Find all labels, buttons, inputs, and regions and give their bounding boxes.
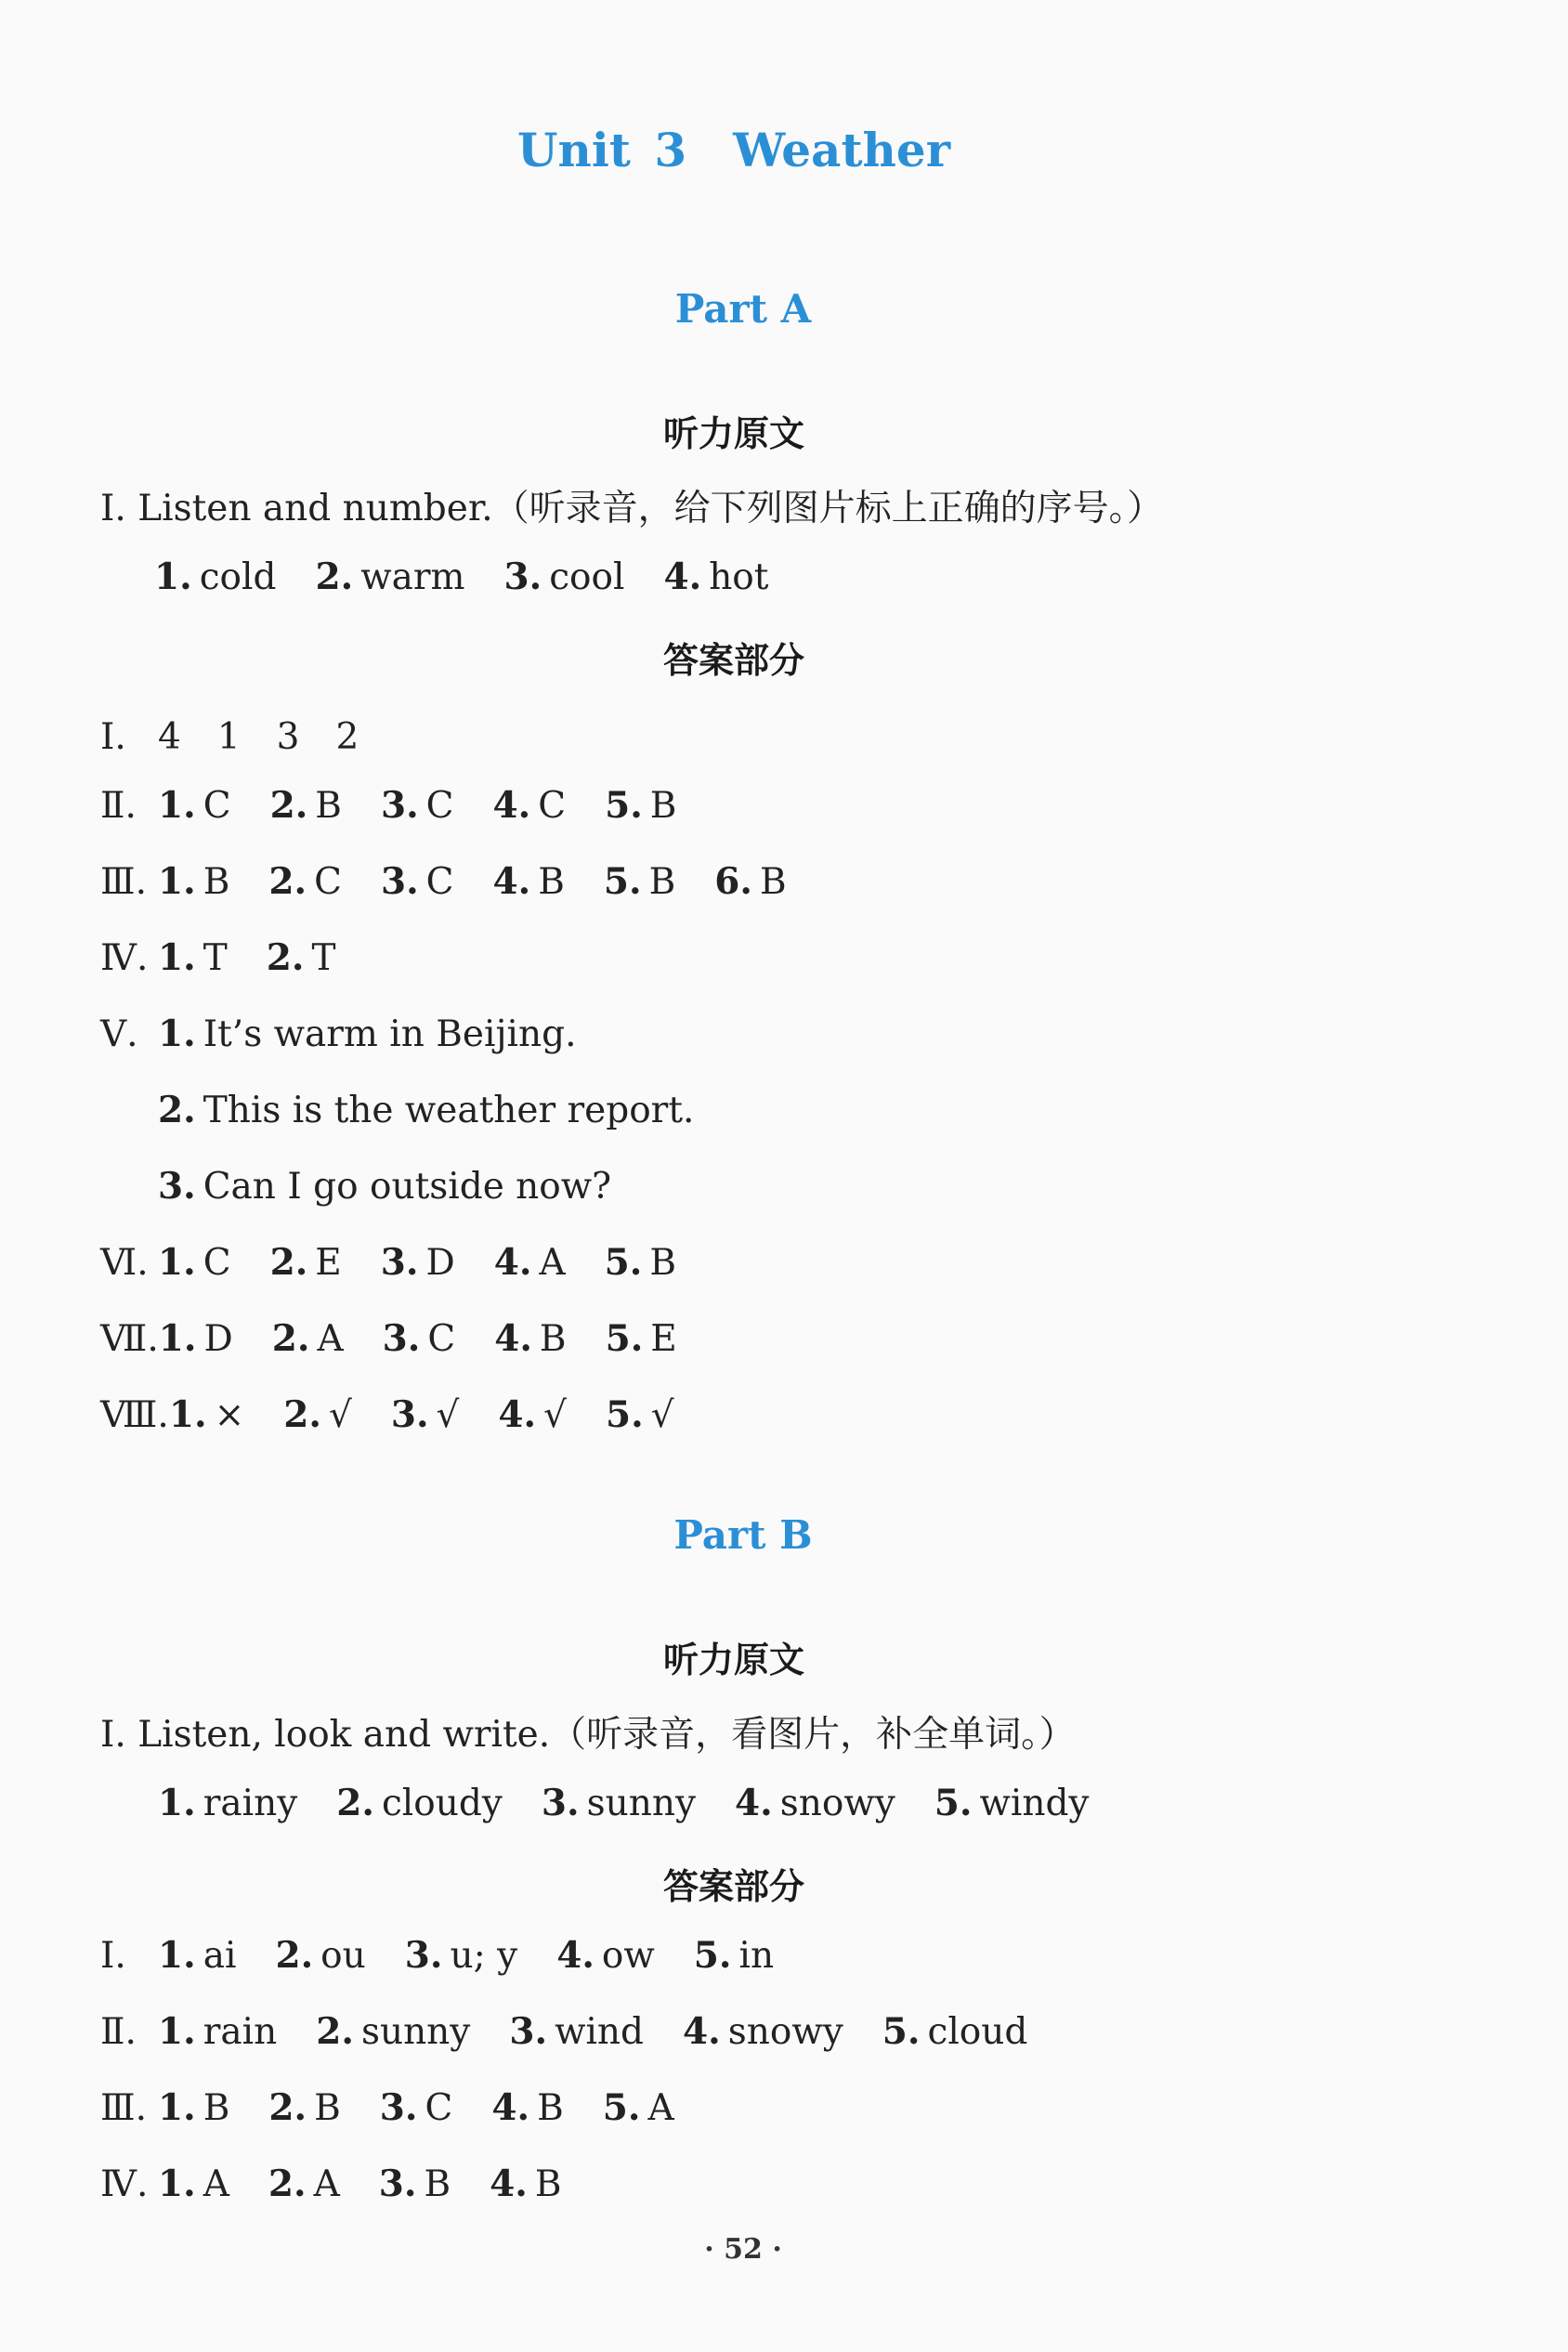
answer-item xyxy=(159,1318,233,1360)
answer-item xyxy=(604,861,675,903)
part-a-answer-IV xyxy=(100,936,374,979)
item-number: 2. xyxy=(268,860,307,903)
answer-item xyxy=(663,556,768,598)
item-number: 3. xyxy=(379,2086,418,2129)
item-number: 3. xyxy=(380,860,419,903)
answer-item xyxy=(270,1242,342,1284)
answer-text: 4 1 3 2 xyxy=(158,716,359,758)
item-number: 3. xyxy=(390,1393,429,1436)
item-number: 1. xyxy=(158,784,196,827)
answer-item xyxy=(934,1783,1090,1824)
answer-text: u; y xyxy=(450,1935,518,1977)
answer-item xyxy=(381,1242,455,1284)
item-number: 4. xyxy=(735,1782,773,1824)
answer-text: √ xyxy=(436,1394,460,1436)
answer-item xyxy=(275,1935,365,1977)
roman-numeral: Ⅳ. xyxy=(100,937,149,979)
answer-text: B xyxy=(538,861,565,903)
item-number: 2. xyxy=(269,1241,308,1284)
answer-text: A xyxy=(539,1242,566,1284)
answer-text: A xyxy=(317,1318,344,1360)
item-number: 4. xyxy=(663,555,702,598)
answer-text: √ xyxy=(328,1394,352,1436)
answer-item xyxy=(268,861,342,903)
answer-text: C xyxy=(425,2087,453,2129)
answer-item xyxy=(268,2163,340,2205)
answer-text: C xyxy=(203,1242,231,1284)
item-number: 1. xyxy=(154,555,192,598)
answer-text: C xyxy=(427,1318,456,1360)
answer-item xyxy=(336,1783,503,1824)
item-number: 3. xyxy=(380,784,419,827)
item-number: 3. xyxy=(382,1317,421,1360)
answer-item xyxy=(491,2087,563,2129)
item-number: 5. xyxy=(602,2086,641,2129)
item-number: 5. xyxy=(604,1241,643,1284)
answer-text: √ xyxy=(543,1394,567,1436)
answer-text: C xyxy=(425,861,454,903)
answer-item xyxy=(158,1935,236,1977)
answer-item xyxy=(158,1783,297,1824)
answer-text: B xyxy=(539,1318,567,1360)
answer-text: Can I go outside now? xyxy=(203,1166,612,1208)
part-a-listening-heading: 听力原文 xyxy=(662,413,804,454)
item-number: 2. xyxy=(315,555,354,598)
answer-item xyxy=(493,861,565,903)
answer-item xyxy=(158,785,231,827)
part-b-listening-items xyxy=(158,1782,1128,1824)
answer-text: √ xyxy=(650,1394,674,1436)
item-number: 3. xyxy=(404,1934,443,1977)
part-a-answer-heading: 答案部分 xyxy=(662,640,804,681)
answer-text: B xyxy=(649,785,677,827)
answer-item xyxy=(158,2087,229,2129)
answer-item xyxy=(494,1242,566,1284)
answer-item xyxy=(267,937,336,979)
roman-numeral: Ⅴ. xyxy=(100,1013,138,1055)
answer-item xyxy=(509,2011,644,2053)
answer-item xyxy=(683,2011,843,2053)
answer-item xyxy=(315,556,464,598)
answer-text: B xyxy=(203,2087,230,2129)
answer-item xyxy=(158,937,228,979)
answer-text: ai xyxy=(203,1935,237,1977)
part-b-title: Part B xyxy=(673,1512,813,1558)
answer-text: rainy xyxy=(203,1783,298,1824)
item-number: 5. xyxy=(605,784,643,827)
answer-item xyxy=(882,2011,1028,2053)
answer-item xyxy=(381,861,454,903)
roman-numeral: Ⅰ. xyxy=(100,1935,126,1977)
item-number: 5. xyxy=(605,1393,644,1436)
answer-item xyxy=(169,1394,244,1436)
part-a-answer-I xyxy=(100,708,359,760)
answer-item xyxy=(606,1394,674,1436)
item-number: 5. xyxy=(693,1934,732,1977)
part-b-answer-II xyxy=(100,2010,1066,2053)
roman-numeral: Ⅱ. xyxy=(100,2011,137,2053)
answer-item xyxy=(391,1394,460,1436)
item-number: 4. xyxy=(490,2163,528,2205)
item-number: 2. xyxy=(275,1934,314,1977)
answer-text: C xyxy=(538,785,567,827)
item-number: 1. xyxy=(158,2163,196,2205)
part-a-listening-instruction: Ⅰ. Listen and number.（听录音，给下列图片标上正确的序号。） xyxy=(100,488,1164,529)
part-a-listening-items xyxy=(154,555,807,598)
answer-text: sunny xyxy=(586,1783,697,1824)
answer-text: cloudy xyxy=(381,1783,503,1824)
item-number: 1. xyxy=(158,1317,197,1360)
item-number: 5. xyxy=(603,860,642,903)
answer-text: T xyxy=(203,937,228,979)
item-number: 4. xyxy=(492,860,531,903)
item-number: 2. xyxy=(283,1393,321,1436)
item-number: 1. xyxy=(158,936,196,979)
item-number: 3. xyxy=(158,1165,196,1208)
answer-text: B xyxy=(424,2163,451,2205)
answer-text: wind xyxy=(555,2011,645,2053)
answer-item xyxy=(316,2011,470,2053)
answer-item xyxy=(270,785,342,827)
answer-text: cloud xyxy=(927,2011,1028,2053)
answer-text: sunny xyxy=(360,2011,471,2053)
item-number: 5. xyxy=(882,2010,921,2053)
item-number: 1. xyxy=(158,1782,196,1824)
answer-text: cool xyxy=(549,556,625,598)
answer-item xyxy=(605,1242,676,1284)
part-a-answer-VIII xyxy=(100,1393,713,1436)
answer-text: in xyxy=(738,1935,775,1977)
item-number: 5. xyxy=(605,1317,644,1360)
roman-numeral: Ⅲ. xyxy=(100,861,148,903)
answer-item xyxy=(556,1935,655,1977)
item-number: 2. xyxy=(266,936,305,979)
item-number: 1. xyxy=(158,1934,196,1977)
answer-text: × xyxy=(214,1394,245,1436)
item-number: 4. xyxy=(556,1934,595,1977)
part-a-answer-V-3 xyxy=(158,1165,611,1208)
answer-text: B xyxy=(534,2163,562,2205)
answer-text: windy xyxy=(979,1783,1090,1824)
answer-item xyxy=(383,1318,456,1360)
answer-text: snowy xyxy=(779,1783,895,1824)
part-a-answer-II xyxy=(100,784,715,827)
item-number: 2. xyxy=(336,1782,374,1824)
unit-title: Unit 3 Weather xyxy=(516,123,951,177)
part-b-listening-heading: 听力原文 xyxy=(662,1640,804,1680)
answer-item xyxy=(379,2163,451,2205)
answer-text: B xyxy=(314,2087,341,2129)
answer-text: snowy xyxy=(727,2011,843,2053)
item-number: 1. xyxy=(158,2010,196,2053)
answer-text: ow xyxy=(601,1935,655,1977)
answer-text: D xyxy=(425,1242,455,1284)
item-number: 2. xyxy=(268,2086,307,2129)
item-number: 1. xyxy=(168,1393,207,1436)
answer-item xyxy=(283,1394,352,1436)
part-a-title: Part A xyxy=(674,286,812,332)
item-number: 3. xyxy=(378,2163,417,2205)
answer-item xyxy=(606,1318,677,1360)
part-a-answer-VI xyxy=(100,1241,715,1284)
answer-text: A xyxy=(647,2087,674,2129)
answer-text: A xyxy=(203,2163,229,2205)
answer-text: B xyxy=(203,861,230,903)
part-a-answer-VII xyxy=(100,1317,716,1360)
answer-item xyxy=(605,785,676,827)
item-number: 4. xyxy=(491,2086,530,2129)
answer-text: warm xyxy=(360,556,465,598)
answer-text: D xyxy=(203,1318,233,1360)
item-number: 3. xyxy=(503,555,542,598)
answer-text: C xyxy=(203,785,231,827)
answer-text: cold xyxy=(199,556,277,598)
answer-text: C xyxy=(314,861,342,903)
answer-text: This is the weather report. xyxy=(203,1090,695,1131)
answer-item xyxy=(735,1783,895,1824)
answer-text: E xyxy=(650,1318,677,1360)
answer-text: C xyxy=(425,785,454,827)
answer-item xyxy=(405,1935,517,1977)
part-b-answer-I xyxy=(100,1934,813,1977)
item-number: 2. xyxy=(316,2010,354,2053)
answer-item xyxy=(158,1242,231,1284)
roman-numeral: Ⅶ. xyxy=(100,1318,159,1360)
answer-text: rain xyxy=(203,2011,278,2053)
answer-item xyxy=(158,2011,277,2053)
part-a-answer-V-2 xyxy=(158,1089,694,1131)
item-number: 4. xyxy=(683,2010,721,2053)
item-number: 1. xyxy=(158,1241,196,1284)
item-number: 2. xyxy=(268,2163,307,2205)
answer-text: B xyxy=(760,861,787,903)
answer-text: It’s warm in Beijing. xyxy=(203,1013,577,1055)
item-number: 4. xyxy=(494,1317,532,1360)
part-a-answer-V-1 xyxy=(100,1013,577,1055)
item-number: 3. xyxy=(380,1241,419,1284)
roman-numeral: Ⅷ. xyxy=(100,1394,169,1436)
answer-item xyxy=(503,556,624,598)
item-number: 5. xyxy=(934,1782,973,1824)
item-number: 3. xyxy=(541,1782,580,1824)
answer-item xyxy=(714,861,786,903)
item-number: 2. xyxy=(269,784,308,827)
item-number: 4. xyxy=(492,784,531,827)
item-number: 2. xyxy=(271,1317,310,1360)
answer-item xyxy=(490,2163,561,2205)
item-number: 2. xyxy=(158,1089,196,1131)
answer-text: B xyxy=(537,2087,564,2129)
answer-text: ou xyxy=(320,1935,366,1977)
answer-item xyxy=(158,2163,229,2205)
item-number: 1. xyxy=(158,1013,196,1055)
item-number: 1. xyxy=(158,860,196,903)
part-b-answer-heading: 答案部分 xyxy=(662,1866,804,1907)
answer-text: A xyxy=(313,2163,340,2205)
item-number: 6. xyxy=(714,860,753,903)
roman-numeral: Ⅳ. xyxy=(100,2163,149,2205)
answer-item xyxy=(158,861,229,903)
answer-item xyxy=(154,556,276,598)
answer-item xyxy=(603,2087,674,2129)
answer-text: T xyxy=(311,937,336,979)
answer-text: hot xyxy=(709,556,769,598)
item-number: 4. xyxy=(493,1241,532,1284)
page-number: · 52 · xyxy=(704,2233,782,2266)
roman-numeral: Ⅰ. xyxy=(100,716,126,758)
answer-item xyxy=(494,1318,566,1360)
roman-numeral: Ⅵ. xyxy=(100,1242,149,1284)
answer-text: B xyxy=(649,1242,677,1284)
part-b-listening-instruction: Ⅰ. Listen, look and write.（听录音，看图片，补全单词。） xyxy=(100,1714,1076,1756)
item-number: 3. xyxy=(509,2010,548,2053)
roman-numeral: Ⅲ. xyxy=(100,2087,148,2129)
answer-item xyxy=(381,785,454,827)
answer-item xyxy=(493,785,567,827)
answer-item xyxy=(268,2087,340,2129)
answer-text: B xyxy=(315,785,342,827)
item-number: 4. xyxy=(498,1393,537,1436)
answer-item xyxy=(272,1318,344,1360)
answer-text: E xyxy=(315,1242,342,1284)
answer-text: B xyxy=(648,861,676,903)
answer-item xyxy=(694,1935,774,1977)
answer-item xyxy=(498,1394,567,1436)
roman-numeral: Ⅱ. xyxy=(100,785,137,827)
item-number: 1. xyxy=(158,2086,196,2129)
part-b-answer-IV xyxy=(100,2163,601,2205)
part-a-answer-III xyxy=(100,860,826,903)
part-b-answer-III xyxy=(100,2086,713,2129)
answer-item xyxy=(380,2087,453,2129)
answer-item xyxy=(542,1783,696,1824)
